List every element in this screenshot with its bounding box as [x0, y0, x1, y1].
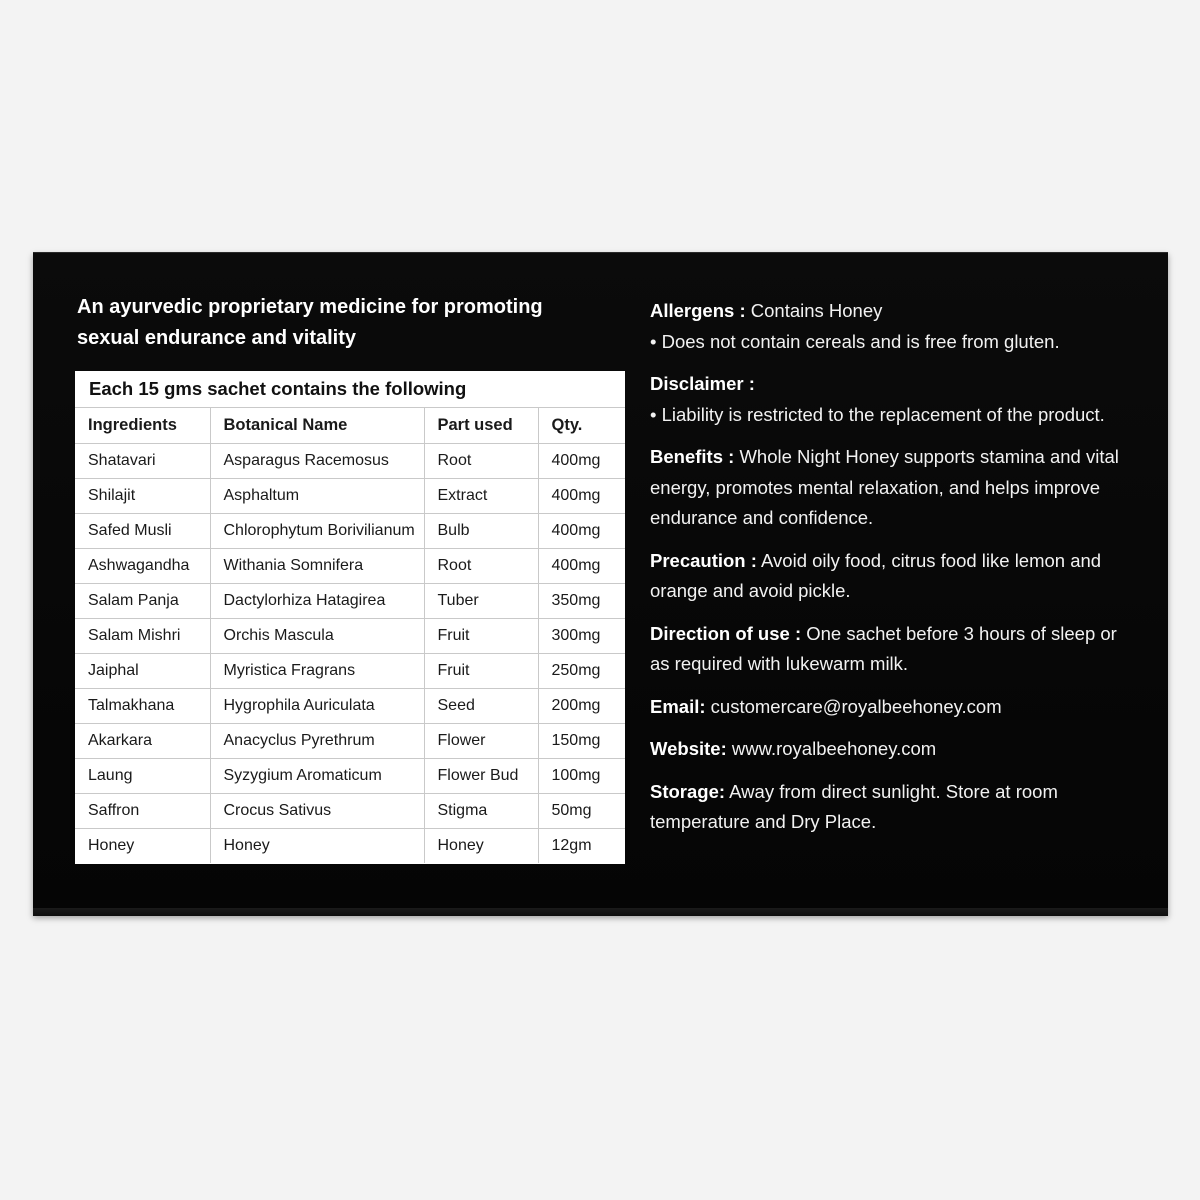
website-paragraph — [650, 734, 1140, 765]
table-row — [75, 689, 625, 724]
table-row — [75, 724, 625, 759]
allergens-note: • Does not contain cereals and is free from gluten. — [650, 330, 1060, 352]
botanical-cell: Hygrophila Auriculata — [210, 689, 424, 724]
table-row — [75, 794, 625, 829]
part-cell: Flower — [424, 724, 538, 759]
botanical-cell: Orchis Mascula — [210, 619, 424, 654]
qty-cell: 400mg — [538, 549, 625, 584]
precaution-paragraph — [650, 546, 1140, 607]
ingredient-cell: Saffron — [75, 794, 210, 829]
part-cell: Root — [424, 549, 538, 584]
qty-cell: 300mg — [538, 619, 625, 654]
product-description-heading: An ayurvedic proprietary medicine for promoting sexual endurance and vitality — [77, 296, 543, 349]
botanical-cell: Syzygium Aromaticum — [210, 759, 424, 794]
table-caption: Each 15 gms sachet contains the following — [75, 371, 625, 408]
botanical-cell: Crocus Sativus — [210, 794, 424, 829]
email-paragraph — [650, 692, 1140, 723]
disclaimer-label: Disclaimer : — [650, 373, 755, 394]
botanical-cell: Honey — [210, 829, 424, 864]
qty-cell: 400mg — [538, 514, 625, 549]
part-cell: Tuber — [424, 584, 538, 619]
ingredient-cell: Shatavari — [75, 444, 210, 479]
direction-label: Direction of use : — [650, 622, 802, 644]
table-row — [75, 514, 625, 549]
benefits-value: Whole Night Honey supports stamina and vital energy, promotes mental relaxation, and helps improve endurance and confidence. — [650, 446, 1119, 528]
allergens-value: Contains Honey — [750, 300, 883, 321]
qty-cell: 400mg — [538, 479, 625, 514]
botanical-cell: Withania Somnifera — [210, 549, 424, 584]
ingredient-cell: Honey — [75, 829, 210, 864]
qty-cell: 12gm — [551, 837, 592, 854]
direction-paragraph — [650, 619, 1140, 680]
header-part-used: Part used — [424, 408, 538, 444]
email-label: Email: — [650, 695, 706, 717]
benefits-label: Benefits : — [650, 446, 735, 467]
qty-cell: 400mg — [538, 444, 625, 479]
ingredients-table-panel — [75, 371, 625, 864]
ingredient-cell: Talmakhana — [75, 689, 210, 724]
part-cell: Honey — [424, 829, 538, 864]
ingredient-cell: Shilajit — [75, 479, 210, 514]
ingredient-cell: Safed Musli — [75, 514, 210, 549]
precaution-label: Precaution : — [650, 549, 757, 571]
botanical-cell: Asparagus Racemosus — [210, 444, 424, 479]
part-cell: Stigma — [424, 794, 538, 829]
table-row — [75, 759, 625, 794]
qty-cell: 150mg — [538, 724, 625, 759]
botanical-cell: Dactylorhiza Hatagirea — [210, 584, 424, 619]
storage-paragraph — [650, 777, 1140, 838]
benefits-paragraph — [650, 442, 1140, 534]
qty-cell: 50mg — [538, 794, 625, 829]
table-row — [75, 479, 625, 514]
precaution-value: Avoid oily food, citrus food like lemon and orange and avoid pickle. — [650, 549, 1102, 601]
ingredient-cell: Jaiphal — [75, 654, 210, 689]
botanical-cell: Asphaltum — [210, 479, 424, 514]
box-bottom-edge — [33, 908, 1168, 916]
part-cell: Root — [424, 444, 538, 479]
storage-value: Away from direct sunlight. Store at room temperature and Dry Place. — [650, 780, 1058, 832]
qty-cell: 200mg — [538, 689, 625, 724]
table-row — [75, 584, 625, 619]
part-cell: Fruit — [424, 654, 538, 689]
storage-label: Storage: — [650, 780, 726, 802]
ingredient-cell: Salam Panja — [75, 584, 210, 619]
part-cell: Flower Bud — [424, 759, 538, 794]
ingredient-cell: Ashwagandha — [75, 549, 210, 584]
botanical-cell: Myristica Fragrans — [210, 654, 424, 689]
ingredient-cell: Laung — [75, 759, 210, 794]
email-value: customercare@royalbeehoney.com — [710, 695, 1002, 717]
product-info-panel — [650, 296, 1140, 850]
allergens-line — [650, 296, 1140, 327]
disclaimer-note: • Liability is restricted to the replacement of the product. — [650, 403, 1105, 425]
direction-value: One sachet before 3 hours of sleep or as required with lukewarm milk. — [650, 622, 1117, 674]
part-cell: Fruit — [424, 619, 538, 654]
disclaimer-line — [650, 369, 1140, 400]
allergens-label: Allergens : — [650, 300, 746, 321]
qty-cell: 350mg — [538, 584, 625, 619]
table-row — [75, 829, 625, 864]
website-label: Website: — [650, 738, 727, 759]
ingredient-cell: Salam Mishri — [75, 619, 210, 654]
table-row — [75, 444, 625, 479]
header-botanical-name: Botanical Name — [210, 408, 424, 444]
table-row — [75, 619, 625, 654]
website-value: www.royalbeehoney.com — [731, 738, 937, 759]
table-row — [75, 654, 625, 689]
qty-cell: 250mg — [538, 654, 625, 689]
ingredients-table — [75, 408, 625, 863]
header-qty: Qty. — [538, 408, 625, 444]
table-header-row — [75, 408, 625, 444]
botanical-cell: Anacyclus Pyrethrum — [210, 724, 424, 759]
header-ingredients: Ingredients — [75, 408, 210, 444]
part-cell: Bulb — [424, 514, 538, 549]
part-cell: Extract — [424, 479, 538, 514]
ingredient-cell: Akarkara — [75, 724, 210, 759]
botanical-cell: Chlorophytum Borivilianum — [210, 514, 424, 549]
table-row — [75, 549, 625, 584]
part-cell: Seed — [424, 689, 538, 724]
qty-cell: 100mg — [538, 759, 625, 794]
